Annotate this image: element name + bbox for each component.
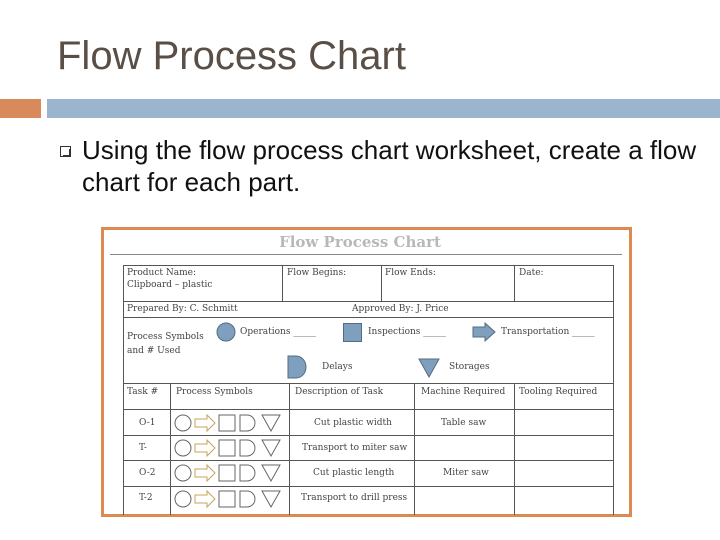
row-line: [123, 409, 614, 410]
row-line: [123, 317, 614, 318]
col-line: [282, 265, 283, 301]
square-bullet-icon: [60, 146, 71, 157]
row-symbols-icon: [173, 488, 288, 510]
row-machine: Table saw: [441, 418, 487, 428]
row-symbols-icon: [173, 462, 288, 484]
inspection-symbol-icon: [343, 323, 362, 342]
row-description: Transport to miter saw: [302, 443, 408, 453]
inspections-label: Inspections _____: [368, 327, 446, 337]
column-header-task: Task #: [127, 387, 159, 397]
operations-label: Operations _____: [240, 327, 316, 337]
col-line: [381, 265, 382, 301]
col-line: [514, 265, 515, 301]
col-line: [414, 383, 415, 515]
column-header-description: Description of Task: [295, 387, 384, 397]
row-task: T-: [139, 443, 147, 453]
storages-label: Storages: [449, 362, 490, 372]
row-line: [123, 460, 614, 461]
flow-ends-label: Flow Ends:: [385, 268, 436, 278]
worksheet-title-rule: [110, 254, 622, 255]
row-task: O-2: [139, 468, 156, 478]
product-name-label: Product Name:: [127, 268, 196, 278]
accent-bar-blue: [47, 99, 720, 118]
row-description: Cut plastic width: [314, 418, 392, 428]
row-line: [123, 383, 614, 384]
slide-title: Flow Process Chart: [57, 34, 406, 78]
col-line: [170, 383, 171, 515]
prepared-by: Prepared By: C. Schmitt: [127, 304, 238, 314]
date-label: Date:: [519, 268, 544, 278]
row-task: T-2: [139, 493, 153, 503]
column-header-symbols: Process Symbols: [176, 387, 253, 397]
approved-by: Approved By: J. Price: [352, 304, 449, 314]
row-machine: Miter saw: [443, 468, 489, 478]
row-line: [123, 301, 614, 302]
process-symbols-label-2: and # Used: [127, 346, 181, 356]
row-line: [123, 435, 614, 436]
column-header-tooling: Tooling Required: [519, 387, 598, 397]
column-header-machine: Machine Required: [421, 387, 506, 397]
row-description: Transport to drill press: [301, 493, 408, 503]
worksheet-title: Flow Process Chart: [279, 233, 441, 251]
product-name-value: Clipboard – plastic: [127, 280, 213, 290]
row-symbols-icon: [173, 412, 288, 434]
delays-label: Delays: [322, 362, 353, 372]
accent-bar-orange: [0, 99, 41, 118]
process-symbols-label: Process Symbols: [127, 332, 204, 342]
flow-begins-label: Flow Begins:: [287, 268, 347, 278]
row-description: Cut plastic length: [313, 468, 395, 478]
bullet-text: Using the flow process chart worksheet, create a flow chart for each part.: [82, 135, 697, 197]
transportation-symbol-icon: [472, 322, 496, 342]
row-line: [123, 486, 614, 487]
row-symbols-icon: [173, 437, 288, 459]
operation-symbol-icon: [216, 322, 236, 342]
col-line: [289, 383, 290, 515]
delay-symbol-icon: [287, 355, 307, 379]
row-task: O-1: [139, 418, 156, 428]
col-line: [514, 383, 515, 515]
storage-symbol-icon: [418, 358, 440, 378]
transportation-label: Transportation _____: [501, 327, 595, 337]
